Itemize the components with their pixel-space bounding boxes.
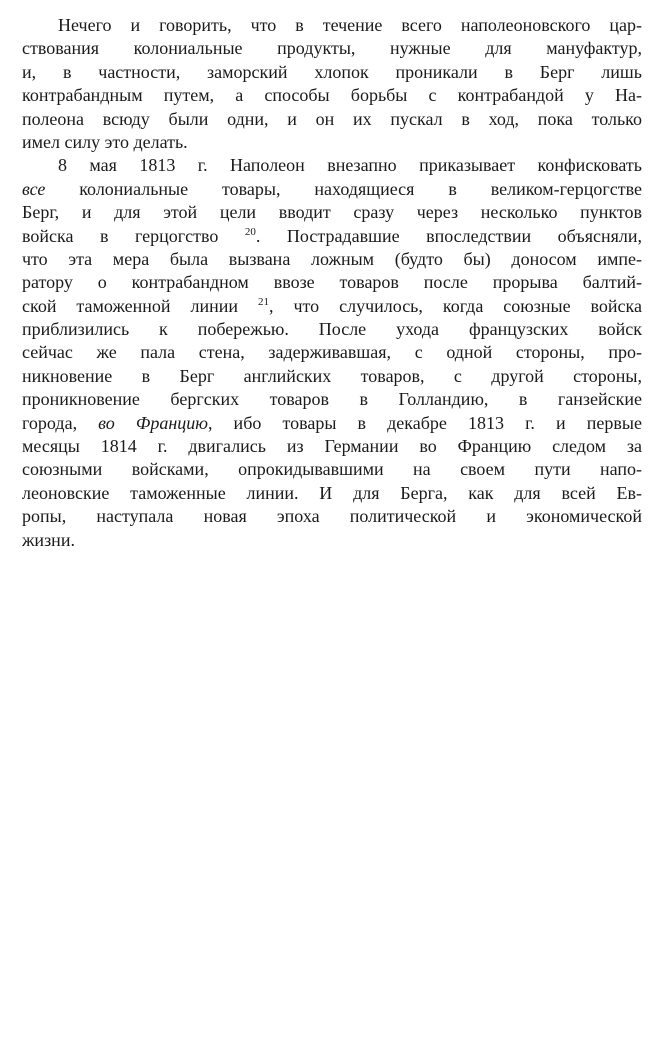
text-run: колониальные товары, находящиеся в великом-герцогстве (45, 178, 642, 199)
paragraph (22, 14, 642, 154)
text-run: . Пострадавшие впоследствии объясняли, (255, 225, 642, 246)
text-line (22, 412, 642, 435)
text-line: Нечего и говорить, что в течение всего наполеоновского цар- (58, 15, 642, 35)
text-line: ратору о контрабандном ввозе товаров после прорыва балтий- (22, 272, 642, 293)
text-line: леоновские таможенные линии. И для Берга, как для всей Ев- (22, 482, 642, 503)
text-line: что эта мера была вызвана ложным (будто бы) доносом импе- (22, 248, 642, 269)
emphasis: во Францию (98, 412, 208, 433)
footnote-ref: 20 (244, 225, 256, 238)
text-line: имел силу это делать. (22, 131, 188, 152)
text-line (22, 178, 642, 201)
emphasis: все (22, 178, 46, 199)
text-line (22, 225, 642, 248)
text-run: войска в герцогство (22, 225, 245, 246)
text-line: проникновение бергских товаров в Голландию, в ганзейские (22, 389, 642, 410)
text-line: контрабандным путем, а способы борьбы с контрабандой у На- (22, 85, 642, 106)
text-line: сейчас же пала стена, задерживавшая, с одной стороны, про- (22, 342, 642, 363)
text-line: 8 мая 1813 г. Наполеон внезапно приказывает конфисковать (58, 155, 642, 176)
text-line: ствования колониальные продукты, нужные для мануфактур, (22, 38, 642, 59)
text-line (22, 295, 642, 318)
text-line: месяцы 1814 г. двигались из Германии во Францию следом за (22, 436, 642, 457)
text-line: полеона всюду были одни, и он их пускал в ход, пока только (22, 108, 642, 129)
text-run: города, (22, 412, 99, 433)
text-line: никновение в Берг английских товаров, с другой стороны, (22, 365, 642, 386)
text-run: , что случилось, когда союзные войска (268, 295, 642, 316)
text-run: ской таможенной линии (22, 295, 258, 316)
text-line: ропы, наступала новая эпоха политической и экономической (22, 506, 642, 527)
text-line: и, в частности, заморский хлопок проникали в Берг лишь (22, 61, 642, 82)
body-text (22, 14, 642, 552)
text-line: приблизились к побережью. После ухода французских войск (22, 319, 642, 340)
text-line: союзными войсками, опрокидывавшими на своем пути напо- (22, 459, 642, 480)
text-line: Берг, и для этой цели вводит сразу через несколько пунктов (22, 202, 642, 223)
text-run: , ибо товары в декабре 1813 г. и первые (207, 412, 642, 433)
footnote-ref: 21 (257, 295, 269, 308)
text-line: жизни. (22, 529, 75, 550)
paragraph (22, 154, 642, 552)
